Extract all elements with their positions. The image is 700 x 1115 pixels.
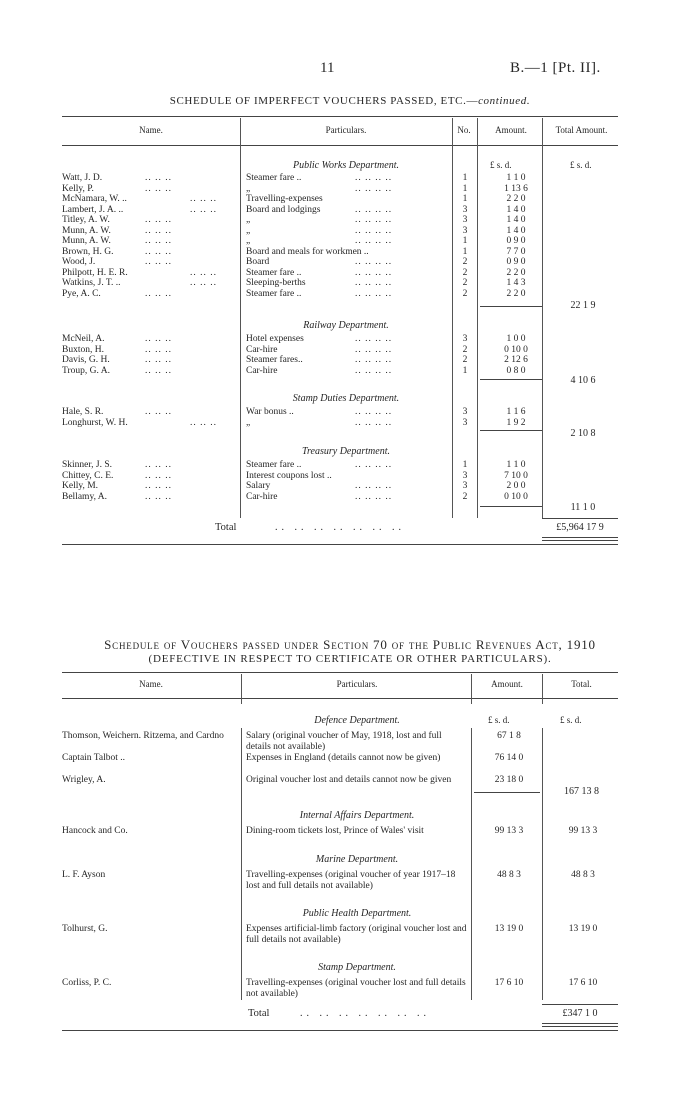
schedule1-title-text: SCHEDULE OF IMPERFECT VOUCHERS PASSED, ETC.— [169,95,479,107]
voucher-count: 3 [462,204,468,215]
voucher-particulars: Car-hire [246,344,278,355]
department-total: 48 8 3 [571,870,595,880]
voucher-count: 2 [462,267,468,278]
department-total: 167 13 8 [564,786,599,797]
leader-dots: .. .. .. .. [355,407,393,417]
leader-dots: .. .. .. .. [355,204,393,215]
total-currency-header: £ s. d. [560,715,582,725]
voucher-name: Buxton, H. [62,344,104,355]
voucher-particulars: Salary (original voucher of May, 1918, lost and full details not available) [246,731,442,752]
voucher-name: Tolhurst, G. [62,924,108,934]
voucher-particulars: Steamer fare .. [246,288,302,299]
voucher-name: Titley, A. W. [62,215,110,225]
voucher-amount: 23 18 0 [494,775,524,785]
column-divider [241,728,242,1000]
voucher-name: McNamara, W. .. [62,194,127,204]
schedule2-header-rule [62,698,618,699]
voucher-count: 3 [462,225,468,236]
col-header-amount: Amount. [495,125,527,135]
grand-total-double-rule [542,1026,618,1027]
leader-dots: .. .. .. .. [355,344,393,355]
table-row [0,184,700,195]
voucher-amount: 0 9 0 [506,257,526,267]
subtotal-rule [480,306,542,307]
grand-total: £347 1 0 [562,1008,598,1019]
leader-dots: .. .. .. [145,246,172,257]
voucher-particulars: Expenses in England (details cannot now be given) [246,753,441,763]
department-heading: Public Health Department. [302,908,412,919]
leader-dots: .. .. .. .. [355,257,393,267]
voucher-amount: 7 10 0 [504,470,528,481]
col-header-total-amount: Total Amount. [555,125,608,135]
total-leader-dots: .. .. .. .. .. .. .. [300,1008,430,1019]
leader-dots: .. .. .. [145,236,172,246]
voucher-name: Bellamy, A. [62,491,108,502]
table-row [0,471,700,482]
voucher-particulars: „ [246,225,251,236]
voucher-count: 1 [462,246,468,257]
voucher-particulars: Travelling-expenses (original voucher of year 1917–18 lost and full details not available) [246,870,456,891]
voucher-amount: 13 19 0 [494,924,524,934]
voucher-particulars: Expenses artificial-limb factory (original voucher lost and full details not available) [246,924,467,945]
voucher-name: Wrigley, A. [62,775,106,785]
voucher-name: Philpott, H. E. R. [62,267,128,278]
total-label: Total [248,1008,270,1019]
total-label: Total [215,522,237,533]
total-currency-header: £ s. d. [570,160,592,170]
voucher-particulars: Steamer fares.. [246,355,303,365]
table-row [0,247,700,258]
voucher-amount: 0 10 0 [504,344,528,355]
subtotal-rule [480,379,542,380]
voucher-name: Munn, A. W. [62,225,111,236]
leader-dots: .. .. .. .. [355,288,393,299]
table-row [0,236,700,247]
leader-dots: .. .. .. .. [355,173,393,183]
schedule1-header-rule [62,145,618,146]
voucher-name: Corliss, P. C. [62,978,112,988]
voucher-amount: 2 2 0 [506,267,526,278]
voucher-name: McNeil, A. [62,334,105,344]
table-row [0,345,700,356]
leader-dots: .. .. .. .. [355,215,393,225]
schedule2-title: Schedule of Vouchers passed under Section 70 of the Public Revenues Act, 1910 [104,637,596,652]
leader-dots: .. .. .. [145,288,172,299]
voucher-count: 2 [462,288,468,299]
col-header-amount: Amount. [491,679,523,689]
voucher-particulars: Board [246,257,270,267]
col-header-particulars: Particulars. [336,679,378,689]
voucher-count: 2 [462,278,468,288]
voucher-name: Troup, G. A. [62,365,110,376]
department-total: 11 1 0 [570,502,596,513]
schedule1-title-italic: continued. [478,95,531,107]
leader-dots: .. .. .. .. [355,460,393,470]
voucher-amount: 0 8 0 [506,365,526,376]
grand-total: £5,964 17 9 [556,522,604,533]
table-row [0,268,700,279]
table-row [0,418,700,429]
voucher-amount: 17 6 10 [494,978,524,988]
leader-dots: .. .. .. [145,225,172,236]
voucher-amount: 48 8 3 [497,870,521,880]
schedule1-title [0,95,700,107]
total-leader-dots: .. .. .. .. .. .. .. [275,522,405,533]
voucher-amount: 2 0 0 [506,481,526,491]
leader-dots: .. .. .. .. [355,278,393,288]
voucher-particulars: Steamer fare .. [246,173,302,183]
voucher-count: 3 [462,407,468,417]
grand-total-double-rule [542,540,618,541]
table-row [0,460,700,471]
leader-dots: .. .. .. [145,365,172,376]
schedule2-bottom-rule [62,1030,618,1031]
col-header-particulars: Particulars. [325,125,367,135]
leader-dots: .. .. .. [145,407,172,417]
grand-total-double-rule [542,537,618,538]
voucher-particulars: Sleeping-berths [246,278,306,288]
voucher-particulars: Dining-room tickets lost, Prince of Wales' visit [246,826,424,836]
department-total: 17 6 10 [568,978,598,988]
leader-dots: .. .. .. .. [355,491,393,502]
voucher-name: Hancock and Co. [62,826,128,836]
table-row [0,173,700,184]
voucher-amount: 0 9 0 [506,236,526,246]
voucher-amount: 2 12 6 [504,355,528,365]
voucher-particulars: Car-hire [246,365,278,376]
department-heading: Stamp Duties Department. [292,393,400,404]
voucher-name: Brown, H. G. [62,246,114,257]
department-heading: Railway Department. [303,320,389,331]
leader-dots: .. .. .. .. [355,183,393,194]
voucher-name: Davis, G. H. [62,355,110,365]
voucher-count: 1 [462,236,468,246]
table-row [0,257,700,268]
col-header-no: No. [457,125,471,135]
schedule2-top-rule [62,672,618,673]
table-row [0,215,700,226]
col-header-total: Total. [571,679,592,689]
voucher-particulars: Travelling-expenses (original voucher lost and full details not available) [246,978,466,999]
voucher-particulars: Interest coupons lost .. [246,470,332,481]
voucher-particulars: „ [246,183,251,194]
page-number: 11 [320,60,335,76]
table-row [0,226,700,237]
grand-total-rule [542,518,618,519]
voucher-particulars: „ [246,417,251,428]
document-reference: B.—1 [Pt. II]. [510,60,601,76]
subtotal-rule [474,792,540,793]
table-row [0,407,700,418]
voucher-name: L. F. Ayson [62,870,106,880]
voucher-name: Thomson, Weichern. Ritzema, and Cardno [62,731,224,741]
leader-dots: .. .. .. .. [355,334,393,344]
department-total: 13 19 0 [568,924,598,934]
grand-total-rule [542,1004,618,1005]
voucher-name: Watt, J. D. [62,173,103,183]
voucher-count: 2 [462,491,468,502]
column-divider [471,674,472,704]
department-heading: Marine Department. [315,854,399,865]
voucher-amount: 76 14 0 [494,753,524,763]
leader-dots: .. .. .. [145,460,172,470]
voucher-name: Lambert, J. A. .. [62,204,124,215]
voucher-particulars: Steamer fare .. [246,460,302,470]
department-heading: Public Works Department. [292,160,399,171]
department-total: 4 10 6 [570,375,596,386]
voucher-particulars: War bonus .. [246,407,294,417]
voucher-amount: 1 13 6 [504,183,528,194]
voucher-amount: 1 1 0 [506,460,526,470]
subtotal-rule [480,506,542,507]
voucher-amount: 67 1 8 [497,731,521,741]
grand-total-double-rule [542,1023,618,1024]
voucher-amount: 1 0 0 [506,334,526,344]
col-header-name: Name. [139,125,163,135]
voucher-particulars: „ [246,236,251,246]
voucher-amount: 1 9 2 [506,417,526,428]
table-row [0,481,700,492]
voucher-count: 2 [462,257,468,267]
voucher-name: Munn, A. W. [62,236,111,246]
voucher-name: Pye, A. C. [62,288,101,299]
voucher-amount: 1 4 3 [506,278,526,288]
leader-dots: .. .. .. [190,278,217,288]
voucher-count: 3 [462,215,468,225]
voucher-particulars: Board and meals for workmen .. [246,246,369,257]
leader-dots: .. .. .. [145,183,172,194]
leader-dots: .. .. .. [190,267,217,278]
department-total: 2 10 8 [570,428,596,439]
voucher-amount: 1 4 0 [506,204,526,215]
voucher-amount: 2 2 0 [506,288,526,299]
voucher-count: 3 [462,470,468,481]
voucher-name: Hale, S. R. [62,407,104,417]
table-row [0,194,700,205]
voucher-count: 1 [462,365,468,376]
leader-dots: .. .. .. [145,491,172,502]
voucher-particulars: Hotel expenses [246,334,304,344]
leader-dots: .. .. .. [145,257,172,267]
table-row [0,492,700,503]
voucher-name: Captain Talbot .. [62,753,126,763]
leader-dots: .. .. .. [145,173,172,183]
schedule1-top-rule [62,116,618,117]
table-row [0,289,700,300]
leader-dots: .. .. .. [145,215,172,225]
amount-currency-header: £ s. d. [490,160,512,170]
leader-dots: .. .. .. [145,334,172,344]
voucher-amount: 7 7 0 [506,246,526,257]
voucher-particulars: „ [246,215,251,225]
voucher-count: 1 [462,460,468,470]
table-row [0,278,700,289]
voucher-amount: 0 10 0 [504,491,528,502]
leader-dots: .. .. .. [145,355,172,365]
col-header-name: Name. [139,679,163,689]
department-heading: Defence Department. [314,715,400,726]
leader-dots: .. .. .. .. [355,236,393,246]
department-total: 22 1 9 [570,300,596,311]
column-divider [542,674,543,704]
voucher-count: 2 [462,355,468,365]
leader-dots: .. .. .. [190,417,217,428]
leader-dots: .. .. .. [145,470,172,481]
department-heading: Stamp Department. [318,962,396,973]
table-row [0,334,700,345]
voucher-name: Longhurst, W. H. [62,417,128,428]
voucher-count: 1 [462,183,468,194]
leader-dots: .. .. .. [145,481,172,491]
table-row [0,205,700,216]
schedule2-subtitle: (DEFECTIVE IN RESPECT TO CERTIFICATE OR OTHER PARTICULARS). [148,653,552,665]
leader-dots: .. .. .. [190,204,217,215]
column-divider [471,728,472,1000]
voucher-count: 3 [462,481,468,491]
schedule1-bottom-rule [62,544,618,545]
leader-dots: .. .. .. [190,194,217,204]
voucher-count: 1 [462,194,468,204]
leader-dots: .. .. .. [145,344,172,355]
department-total: 99 13 3 [568,826,598,836]
voucher-count: 3 [462,417,468,428]
column-divider [542,728,543,1000]
voucher-name: Wood, J. [62,257,96,267]
voucher-particulars: Steamer fare .. [246,267,302,278]
department-heading: Internal Affairs Department. [299,810,415,821]
department-heading: Treasury Department. [302,446,390,457]
voucher-amount: 1 1 0 [506,173,526,183]
voucher-name: Kelly, P. [62,183,94,194]
voucher-name: Kelly, M. [62,481,99,491]
column-divider [241,674,242,704]
voucher-count: 3 [462,334,468,344]
voucher-particulars: Original voucher lost and details cannot now be given [246,775,452,785]
voucher-count: 1 [462,173,468,183]
leader-dots: .. .. .. .. [355,417,393,428]
voucher-amount: 1 1 6 [506,407,526,417]
voucher-particulars: Travelling-expenses [246,194,323,204]
voucher-count: 2 [462,344,468,355]
voucher-particulars: Car-hire [246,491,278,502]
leader-dots: .. .. .. .. [355,355,393,365]
leader-dots: .. .. .. .. [355,365,393,376]
voucher-name: Skinner, J. S. [62,460,113,470]
table-row [0,355,700,366]
subtotal-rule [480,430,542,431]
voucher-name: Watkins, J. T. .. [62,278,121,288]
amount-currency-header: £ s. d. [488,715,510,725]
leader-dots: .. .. .. .. [355,225,393,236]
voucher-particulars: Salary [246,481,271,491]
leader-dots: .. .. .. .. [355,481,393,491]
leader-dots: .. .. .. .. [355,267,393,278]
voucher-amount: 1 4 0 [506,215,526,225]
voucher-amount: 1 4 0 [506,225,526,236]
voucher-particulars: Board and lodgings [246,204,321,215]
voucher-amount: 2 2 0 [506,194,526,204]
voucher-name: Chittey, C. E. [62,470,114,481]
voucher-amount: 99 13 3 [494,826,524,836]
